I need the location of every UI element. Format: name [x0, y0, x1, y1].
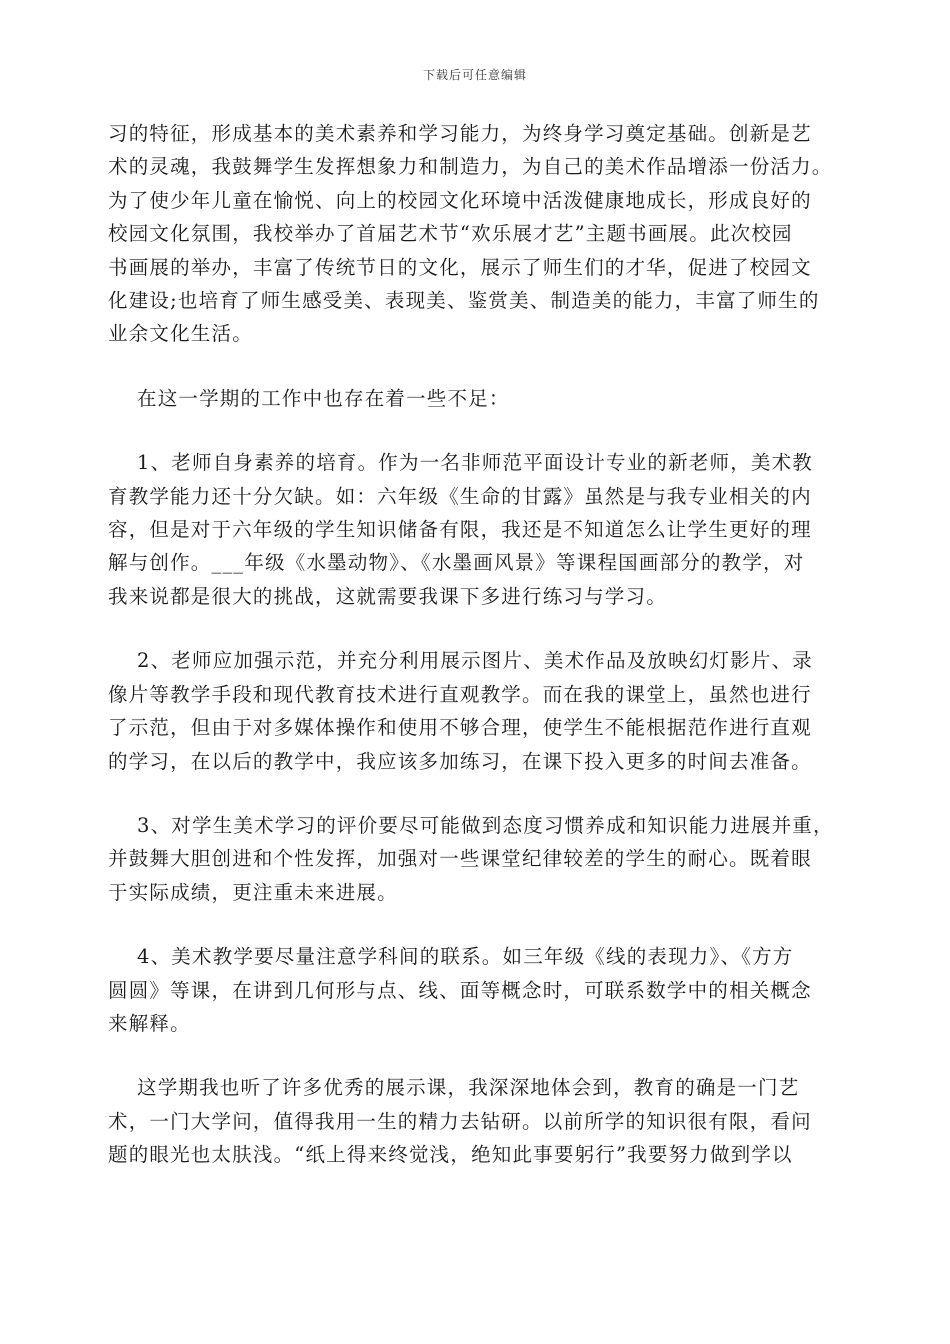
paragraph — [108, 117, 858, 351]
text-line: 为了使少年儿童在愉悦、向上的校园文化环境中活泼健康地成长，形成良好的 — [108, 188, 812, 212]
paragraph — [108, 644, 858, 778]
text-line: 术，一门大学问，值得我用一生的精力去钻研。以前所学的知识很有限，看问 — [108, 1109, 812, 1133]
paragraph — [108, 382, 858, 415]
document-body — [108, 117, 858, 1203]
text-line: 这学期我也听了许多优秀的展示课，我深深地体会到，教育的确是一门艺 — [137, 1076, 800, 1100]
text-line: 于实际成绩，更注重未来进展。 — [108, 880, 398, 904]
text-line: 圆圆》等课，在讲到几何形与点、线、面等概念时，可联系数学中的相关概念 — [108, 978, 812, 1002]
text-line: 业余文化生活。 — [108, 322, 253, 346]
text-line: 我来说都是很大的挑战，这就需要我课下多进行练习与学习。 — [108, 584, 667, 608]
text-line: 像片等教学手段和现代教育技术进行直观教学。而在我的课堂上，虽然也进行 — [108, 682, 812, 706]
paragraph — [108, 1071, 858, 1171]
text-line: 校园文化氛围，我校举办了首届艺术节“欢乐展才艺”主题书画展。此次校园 — [108, 222, 793, 246]
text-line: 来解释。 — [108, 1011, 191, 1035]
text-line: 在这一学期的工作中也存在着一些不足： — [137, 386, 510, 410]
text-line: 书画展的举办，丰富了传统节日的文化，展示了师生们的才华，促进了校园文 — [108, 255, 812, 279]
text-line: 术的灵魂，我鼓舞学生发挥想象力和制造力，为自己的美术作品增添一份活力。 — [108, 155, 833, 179]
text-line: 4、美术教学要尽量注意学科间的联系。如三年级《线的表现力》、《方方 — [137, 945, 794, 969]
text-line: 习的特征，形成基本的美术素养和学习能力，为终身学习奠定基础。创新是艺 — [108, 122, 812, 145]
text-line: 化建设;也培育了师生感受美、表现美、鉴赏美、制造美的能力，丰富了师生的 — [108, 289, 820, 313]
text-line: 了示范，但由于对多媒体操作和使用不够合理，使学生不能根据范作进行直观 — [108, 716, 812, 740]
text-line: 并鼓舞大胆创进和个性发挥，加强对一些课堂纪律较差的学生的耐心。既着眼 — [108, 847, 812, 871]
text-line: 的学习，在以后的教学中，我应该多加练习，在课下投入更多的时间去准备。 — [108, 749, 812, 773]
text-line: 容，但是对于六年级的学生知识储备有限，我还是不知道怎么让学生更好的理 — [108, 518, 812, 542]
paragraph — [108, 940, 858, 1040]
paragraph — [108, 809, 858, 909]
text-line: 1、老师自身素养的培育。作为一名非师范平面设计专业的新老师，美术教 — [137, 451, 814, 475]
paragraph — [108, 446, 858, 613]
text-line: 3、对学生美术学习的评价要尽可能做到态度习惯养成和知识能力进展并重， — [137, 813, 834, 837]
text-line: 育教学能力还十分欠缺。如：六年级《生命的甘露》虽然是与我专业相关的内 — [108, 484, 812, 508]
text-line: 题的眼光也太肤浅。“纸上得来终觉浅，绝知此事要躬行”我要努力做到学以 — [108, 1143, 793, 1167]
text-line: 解与创作。___年级《水墨动物》、《水墨画风景》等课程国画部分的教学，对 — [108, 551, 805, 575]
page-header-note: 下载后可任意编辑 — [422, 68, 527, 82]
text-line: 2、老师应加强示范，并充分利用展示图片、美术作品及放映幻灯影片、录 — [137, 649, 814, 673]
